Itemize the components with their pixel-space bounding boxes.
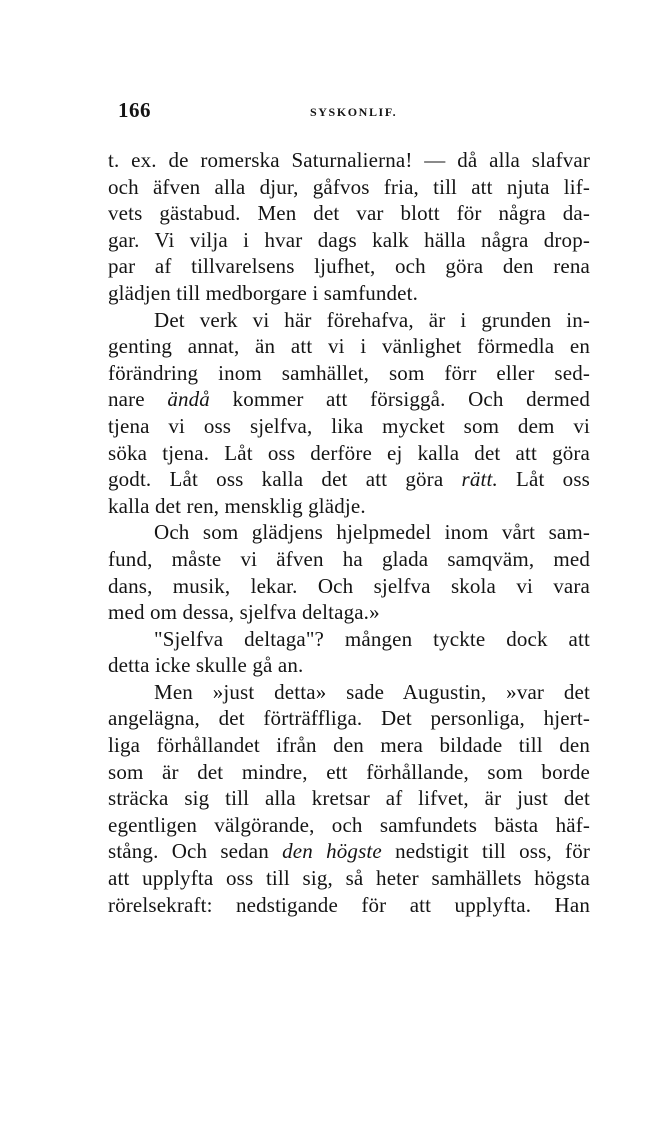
text-line: Men »just detta» sade Augustin, »var det — [154, 679, 590, 704]
page-number: 166 — [118, 98, 151, 122]
text-line — [108, 386, 590, 413]
text-line: dans, musik, lekar. Och sjelfva skola vi vara — [108, 573, 590, 598]
text-fragment: godt. Låt oss kalla det att göra — [108, 467, 444, 492]
body-text — [108, 147, 590, 918]
text-line: söka tjena. Låt oss derföre ej kalla det att göra — [108, 440, 590, 465]
text-fragment: nedstigit till oss, för — [395, 839, 590, 864]
text-fragment: kommer att försiggå. Och dermed — [232, 387, 591, 412]
text-line: genting annat, än att vi i vänlighet förmedla en — [108, 334, 590, 359]
running-title: SYSKONLIF. — [310, 105, 398, 119]
text-line: som är det mindre, ett förhållande, som borde — [108, 759, 590, 784]
text-line — [108, 838, 590, 865]
text-line: att upplyfta oss till sig, så heter samhällets högsta — [108, 866, 590, 891]
running-head — [110, 98, 590, 128]
text-line: egentligen välgörande, och samfundets bästa häf- — [108, 812, 590, 837]
text-line: kalla det ren, mensklig glädje. — [108, 493, 366, 518]
text-line: "Sjelfva deltaga"? mången tyckte dock att — [154, 626, 590, 651]
emphasis: den högste — [282, 839, 382, 864]
text-fragment: stång. Och sedan — [108, 839, 269, 864]
text-line — [108, 466, 590, 493]
text-line: förändring inom samhället, som förr eller sed- — [108, 360, 590, 385]
text-line: glädjen till medborgare i samfundet. — [108, 280, 419, 305]
text-fragment: Låt oss — [516, 467, 590, 492]
text-line: gar. Vi vilja i hvar dags kalk hälla några drop- — [108, 227, 590, 252]
text-line: Det verk vi här förehafva, är i grunden in- — [154, 307, 590, 332]
text-line: vets gästabud. Men det var blott för några da- — [108, 201, 590, 226]
text-line: sträcka sig till alla kretsar af lifvet, är just det — [108, 786, 590, 811]
text-line: fund, måste vi äfven ha glada samqväm, med — [108, 546, 590, 571]
text-line: par af tillvarelsens ljufhet, och göra den rena — [108, 254, 590, 279]
text-line: angelägna, det förträffliga. Det personliga, hjert- — [108, 706, 590, 731]
text-line: t. ex. de romerska Saturnalierna! — då alla slafvar — [108, 148, 590, 172]
text-line: detta icke skulle gå an. — [108, 653, 304, 678]
text-line: rörelsekraft: nedstigande för att upplyfta. Han — [108, 892, 590, 917]
emphasis: rätt. — [461, 467, 498, 492]
text-line: tjena vi oss sjelfva, lika mycket som dem vi — [108, 413, 590, 438]
text-fragment: nare — [108, 387, 145, 412]
text-line: liga förhållandet ifrån den mera bildade till den — [108, 733, 590, 758]
text-line: och äfven alla djur, gåfvos fria, till att njuta lif- — [108, 174, 590, 199]
text-line: med om dessa, sjelfva deltaga.» — [108, 600, 380, 625]
text-line: Och som glädjens hjelpmedel inom vårt sam- — [154, 520, 590, 545]
emphasis: ändå — [167, 387, 210, 412]
